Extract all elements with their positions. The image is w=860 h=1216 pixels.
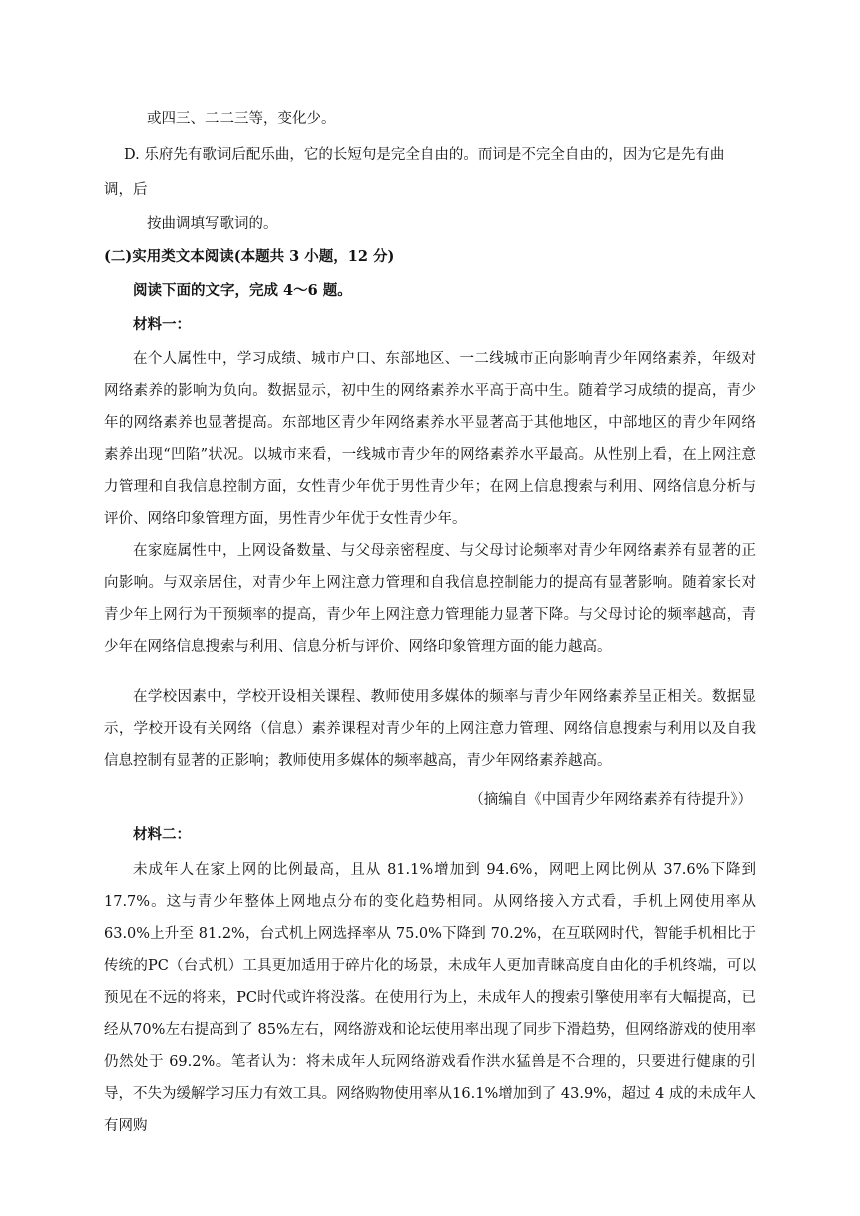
option-d-line1: D. 乐府先有歌词后配乐曲，它的长短句是完全自由的。而词是不完全自由的，因为它是先有曲 — [124, 147, 725, 163]
option-c-continuation: 或四三、二二三等，变化少。 — [147, 111, 336, 127]
material1-paragraph-2: 在家庭属性中，上网设备数量、与父母亲密程度、与父母讨论频率对青少年网络素养有显著的正向影响。与双亲居住，对青少年上网注意力管理和自我信息控制能力的提高有显著影响。随着家长对青少年上网行为干预频率的提高，青少年上网注意力管理能力显著下降。与父母讨论的频率越高，青少年在网络信息搜索与利用、信息分析与评价、网络印象管理方面的能力越高。 — [104, 543, 756, 655]
material1-paragraph-3: 在学校因素中，学校开设相关课程、教师使用多媒体的频率与青少年网络素养呈正相关。数据显示，学校开设有关网络（信息）素养课程对青少年的上网注意力管理、网络信息搜索与利用以及自我信息控制有显著的正影响；教师使用多媒体的频率越高，青少年网络素养越高。 — [104, 689, 756, 769]
section-heading: (二)实用类文本阅读(本题共 3 小题，12 分) — [104, 248, 395, 265]
option-d-line3: 按曲调填写歌词的。 — [147, 216, 278, 232]
material2-paragraph: 未成年人在家上网的比例最高，且从 81.1%增加到 94.6%，网吧上网比例从 37.6%下降到 17.7%。这与青少年整体上网地点分布的变化趋势相同。从网络接入方式看，手机上网使用率从 63.0%上升至 81.2%，台式机上网选择率从 75.0%下降到 70.2%，在互联网时代，智能手机相比于传统的PC（台式机）工具更加适用于碎片化的场景，未成年人更加青睐高度自由化的手机终端，可以预见在不远的将来，PC时代或许将没落。在使用行为上，未成年人的搜索引擎使用率有大幅提高，已经从70%左右提高到了 85%左右，网络游戏和论坛使用率出现了同步下滑趋势，但网络游戏的使用率仍然处于 69.2%。笔者认为：将未成年人玩网络游戏看作洪水猛兽是不合理的，只要进行健康的引导，不失为缓解学习压力有效工具。网络购物使用率从16.1%增加到了 43.9%，超过 4 成的未成年人有网购 — [104, 862, 756, 1134]
material1-paragraph-1: 在个人属性中，学习成绩、城市户口、东部地区、一二线城市正向影响青少年网络素养，年级对网络素养的影响为负向。数据显示，初中生的网络素养水平高于高中生。随着学习成绩的提高，青少年的网络素养也显著提高。东部地区青少年网络素养水平显著高于其他地区，中部地区的青少年网络素养出现“凹陷”状况。以城市来看，一线城市青少年的网络素养水平最高。从性别上看，在上网注意力管理和自我信息控制方面，女性青少年优于男性青少年；在网上信息搜索与利用、网络信息分析与评价、网络印象管理方面，男性青少年优于女性青少年。 — [104, 351, 756, 527]
material1-label: 材料一： — [133, 316, 191, 333]
material1-source: （摘编自《中国青少年网络素养有待提升》） — [469, 792, 752, 808]
material2-label: 材料二： — [133, 826, 191, 843]
option-d-line2: 调，后 — [104, 182, 148, 198]
section-instruction: 阅读下面的文字，完成 4～6 题。 — [133, 282, 352, 299]
